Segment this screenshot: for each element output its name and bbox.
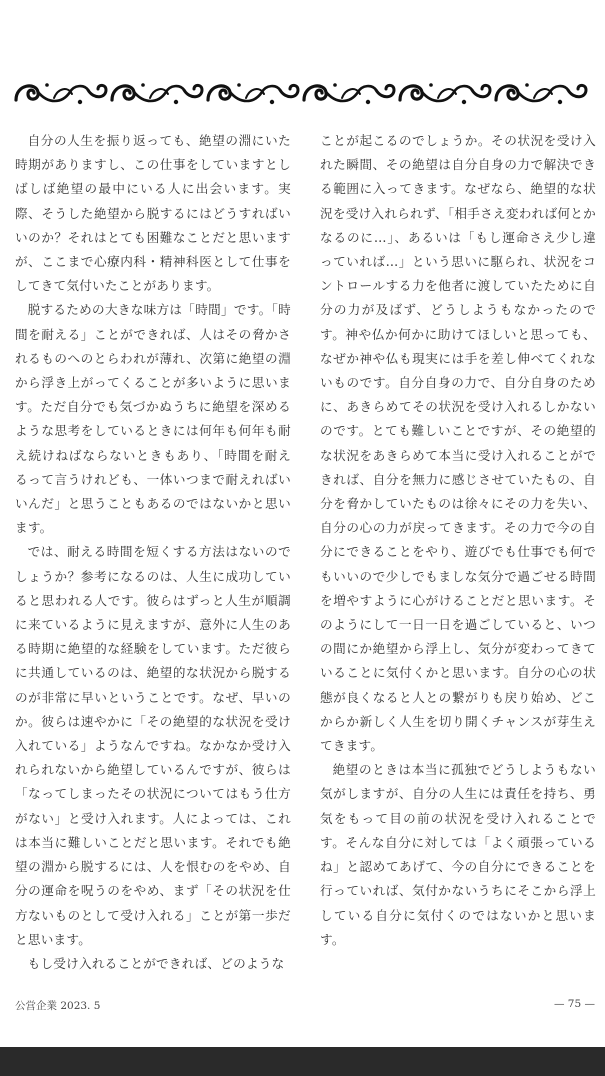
viewer-bottom-bar — [0, 1047, 605, 1076]
paragraph: 自分の人生を振り返っても、絶望の淵にいた時期がありますし、この仕事をしていますとしばしば絶望の最中にいる人に出会います。実際、そうした絶望から脱するにはどうすればいいのか？それはとても困難なことだと思いますが、ここまで心療内科・精神科医として仕事をしてきて気付いたことがあります。 — [15, 133, 291, 294]
ornament-border-icon — [14, 76, 597, 110]
left-text-column — [15, 129, 291, 976]
paragraph: 絶望のときは本当に孤独でどうしようもない気がしますが、自分の人生には責任を持ち、勇気をもって目の前の状況を受け入れることです。そんな自分に対しては「よく頑張っているね」と認めてあげて、今の自分にできることを行っていれば、気付かないうちにそこから浮上している自分に気付くのではないかと思います。 — [320, 762, 596, 947]
publication-footer: 公営企業 2023. 5 — [15, 1000, 101, 1012]
paragraph: では、耐える時間を短くする方法はないのでしょうか？参考になるのは、人生に成功していると思われる人です。彼らはずっと人生が順調に来ているように見えますが、意外に人生のある時期に絶望的な経験をしています。ただ彼らに共通しているのは、絶望的な状況から脱するのが非常に早いということです。なぜ、早いのか。彼らは速やかに「その絶望的な状況を受け入れている」ようなんですね。なかなか受け入れられないから絶望しているんですが、彼らは「なってしまったその状況についてはもう仕方がない」と受け入れます。人によっては、これは本当に難しいことだと思います。それでも絶望の淵から脱するには、人を恨むのをやめ、自分の運命を呪うのをやめ、まず「その状況を仕方ないものとして受け入れる」ことが第一歩だと思います。 — [15, 544, 291, 947]
right-text-column — [320, 129, 596, 952]
paragraph: ことが起こるのでしょうか。その状況を受け入れた瞬間、その絶望は自分自身の力で解決できる範囲に入ってきます。なぜなら、絶望的な状況を受け入れられず、「相手さえ変われば何とかなるのに…」、あるいは「もし運命さえ少し違っていれば…」という思いに駆られ、状況をコントロールする力を他者に渡していたために自分の力が及ばず、どうしようもなかったのです。神や仏か何かに助けてほしいと思っても、なぜか神や仏も現実には手を差し伸べてくれないものです。自分自身の力で、自分自身のために、あきらめてその状況を受け入れるしかないのです。とても難しいことですが、その絶望的な状況をあきらめて本当に受け入れることができれば、自分を無力に感じさせていたもの、自分を脅かしていたものは徐々にその力を失い、自分の心の力が戻ってきます。その力で今の自分にできることをやり、遊びでも仕事でも何でもいいので少しでもましな気分で過ごせる時間を増やすように心がけることだと思います。そのようにして一日一日を過ごしていると、いつの間にか絶望から浮上し、気分が変わってきていることに気付くかと思います。自分の心の状態が良くなると人との繋がりも戻り始め、どこからか新しく人生を切り開くチャンスが芽生えてきます。 — [320, 133, 596, 754]
paragraph: もし受け入れることができれば、どのような — [27, 955, 285, 971]
paragraph: 脱するための大きな味方は「時間」です。「時間を耐える」ことができれば、人はその脅かされるものへのとらわれが薄れ、次第に絶望の淵から浮き上がってくることが多いように思います。ただ自分でも気づかぬうちに絶望を深めるような思考をしているときには何年も何年も耐え続けねばならないときもあり、「時間を耐えるって言うけれども、一体いつまで耐えればいいんだ」と思うこともあるのではないかと思います。 — [15, 302, 291, 536]
page-number: — 75 — — [553, 998, 595, 1010]
